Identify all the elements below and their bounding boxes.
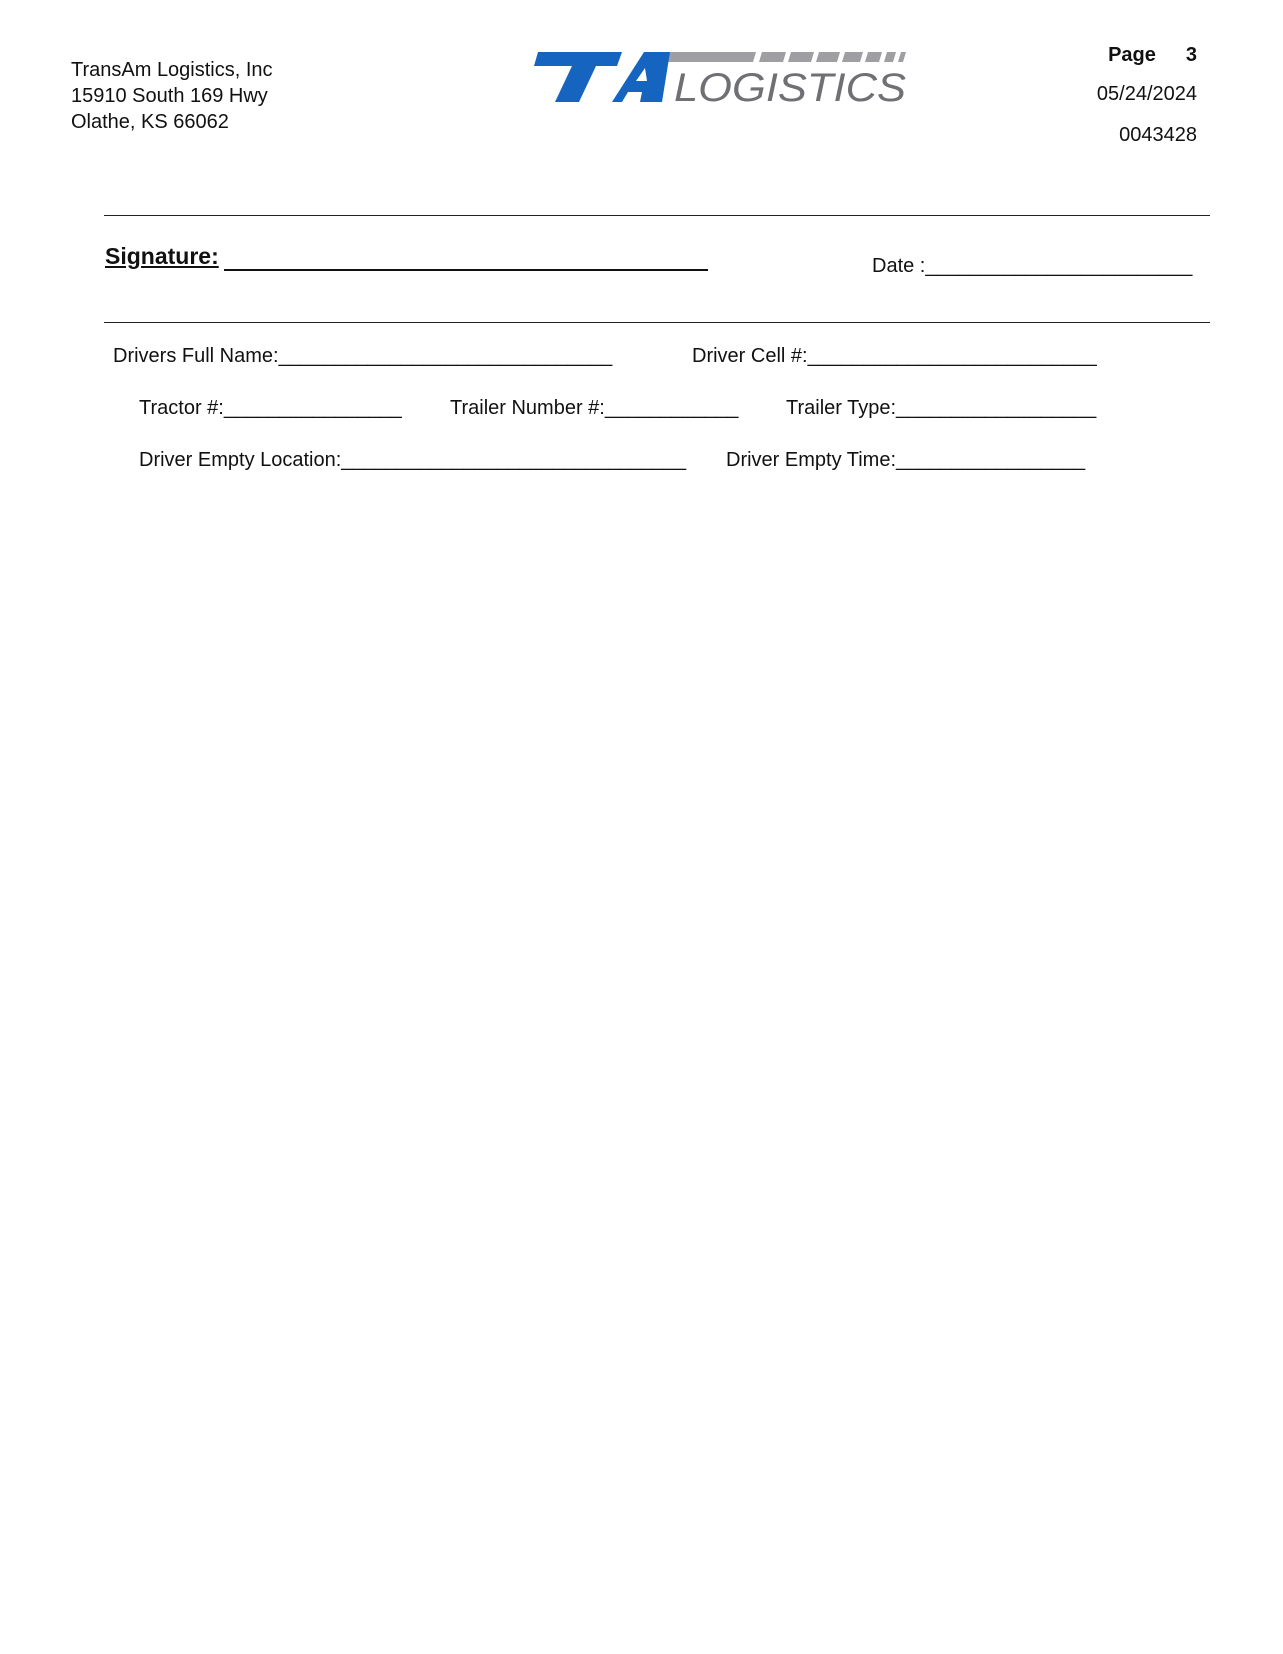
driver-empty-time-field[interactable]: Driver Empty Time:_________________ <box>726 449 1086 471</box>
document-date: 05/24/2024 <box>1096 83 1197 105</box>
page-meta <box>1097 44 1197 147</box>
ta-logistics-logo <box>534 48 914 110</box>
document-number: 0043428 <box>1119 124 1197 146</box>
driver-empty-location-field[interactable]: Driver Empty Location:_______________________________ <box>139 449 687 471</box>
drivers-full-name-field[interactable]: Drivers Full Name:______________________________ <box>113 345 613 367</box>
company-address <box>71 57 273 135</box>
logo-ta-mark <box>534 52 670 102</box>
bottom-separator <box>104 322 1210 323</box>
page-label: Page <box>1108 44 1156 66</box>
page-indicator <box>1097 44 1197 67</box>
driver-cell-field[interactable]: Driver Cell #:__________________________ <box>692 345 1097 367</box>
trailer-number-field[interactable]: Trailer Number #:____________ <box>450 397 739 419</box>
logo-gray-stripes <box>659 52 906 62</box>
page-number: 3 <box>1185 44 1197 66</box>
signature-line[interactable] <box>224 269 708 271</box>
logo-wordmark: LOGISTICS <box>674 66 907 110</box>
tractor-number-field[interactable]: Tractor #:________________ <box>139 397 402 419</box>
top-separator <box>104 215 1210 216</box>
date-field[interactable]: Date :________________________ <box>872 255 1193 277</box>
company-name: TransAm Logistics, Inc <box>71 59 273 81</box>
company-city: Olathe, KS 66062 <box>71 111 229 133</box>
company-street: 15910 South 169 Hwy <box>71 85 268 107</box>
signature-label: Signature: <box>105 243 219 269</box>
trailer-type-field[interactable]: Trailer Type:__________________ <box>786 397 1097 419</box>
